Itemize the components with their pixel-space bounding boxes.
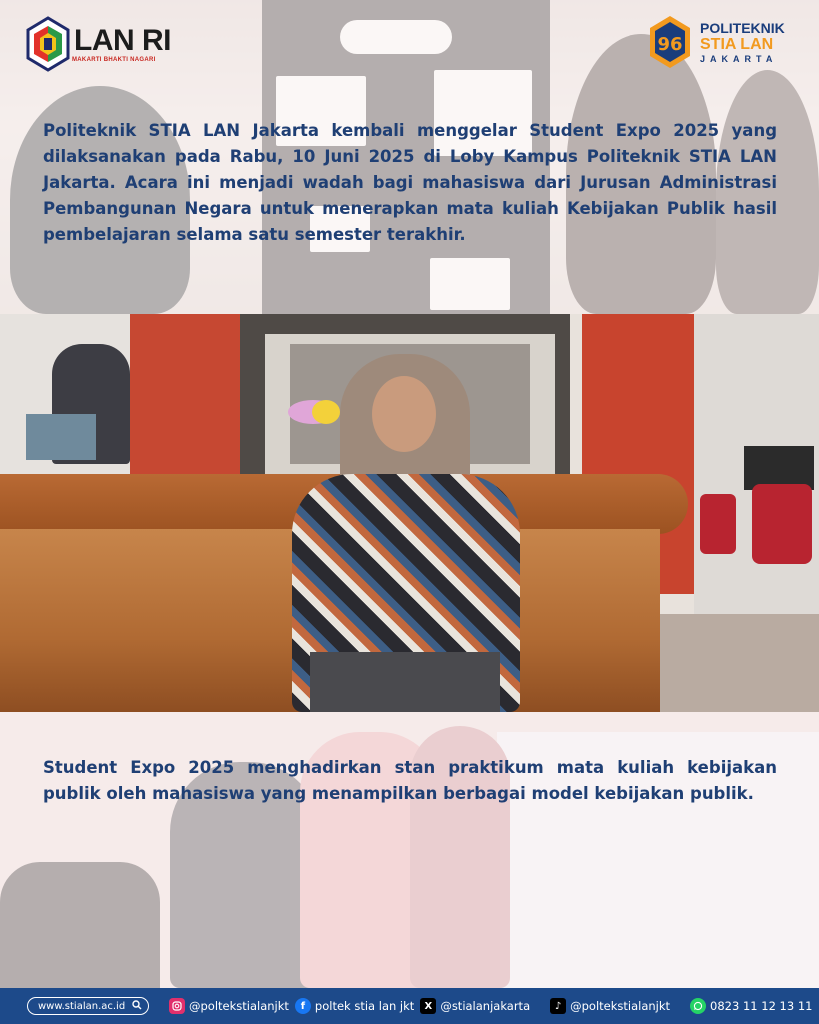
photo-counter-sign <box>26 414 96 460</box>
stia-logo-line3: JAKARTA <box>700 53 778 64</box>
intro-paragraph: Politeknik STIA LAN Jakarta kembali menggelar Student Expo 2025 yang dilaksanakan pada Rabu, 10 Juni 2025 di Loby Kampus Politeknik STIA LAN Jakarta. Acara ini menjadi wadah bagi mahasiswa dari Jurusan Administrasi Pembangunan Negara untuk menerapkan mata kuliah Kebijakan Publik hasil pembelajaran selama satu semester terakhir. <box>43 121 777 244</box>
photo-speaker-skirt <box>310 652 500 712</box>
search-icon <box>132 1000 142 1013</box>
svg-text:96: 96 <box>657 34 683 55</box>
tiktok-link[interactable] <box>550 998 670 1014</box>
top-section <box>0 0 819 314</box>
x-icon: X <box>420 998 436 1014</box>
lanri-emblem-icon <box>24 16 72 72</box>
stia-lan-logo <box>646 14 785 70</box>
whatsapp-number: 0823 11 12 13 11 <box>710 999 813 1013</box>
stia-logo-line1: POLITEKNIK <box>700 19 785 36</box>
lanri-wordmark: LAN RI <box>74 23 171 57</box>
stia-emblem-icon <box>646 14 694 70</box>
photo-speaker-face <box>372 376 436 452</box>
tiktok-icon: ♪ <box>550 998 566 1014</box>
tiktok-handle: @poltekstialanjkt <box>570 999 671 1013</box>
bottom-section <box>0 712 819 988</box>
expo-description-paragraph: Student Expo 2025 menghadirkan stan praktikum mata kuliah kebijakan publik oleh mahasiswa yang menampilkan berbagai model kebijakan publik. <box>43 758 777 803</box>
facebook-icon: f <box>295 998 311 1014</box>
facebook-link[interactable] <box>295 998 414 1014</box>
website-text: www.stialan.ac.id <box>38 1000 126 1012</box>
stia-logo-line2: STIA LAN <box>700 35 774 53</box>
whatsapp-icon <box>690 998 706 1014</box>
instagram-link[interactable] <box>169 998 289 1014</box>
lanri-logo <box>24 16 171 72</box>
photo-chair <box>700 494 736 554</box>
lanri-tagline: MAKARTI BHAKTI NAGARI <box>72 56 156 63</box>
x-handle: @stialanjakarta <box>440 999 531 1013</box>
white-overlay <box>0 712 819 988</box>
footer-bar <box>0 988 819 1024</box>
photo-floor <box>650 614 819 712</box>
instagram-handle: @poltekstialanjkt <box>189 999 289 1013</box>
website-link[interactable] <box>27 997 149 1015</box>
photo-chair <box>752 484 812 564</box>
photo-flowers <box>312 400 340 424</box>
instagram-icon <box>169 998 185 1014</box>
whatsapp-link[interactable] <box>690 998 812 1014</box>
main-photo-speaker <box>0 314 819 712</box>
x-link[interactable] <box>420 998 530 1014</box>
facebook-handle: poltek stia lan jkt <box>314 999 415 1013</box>
